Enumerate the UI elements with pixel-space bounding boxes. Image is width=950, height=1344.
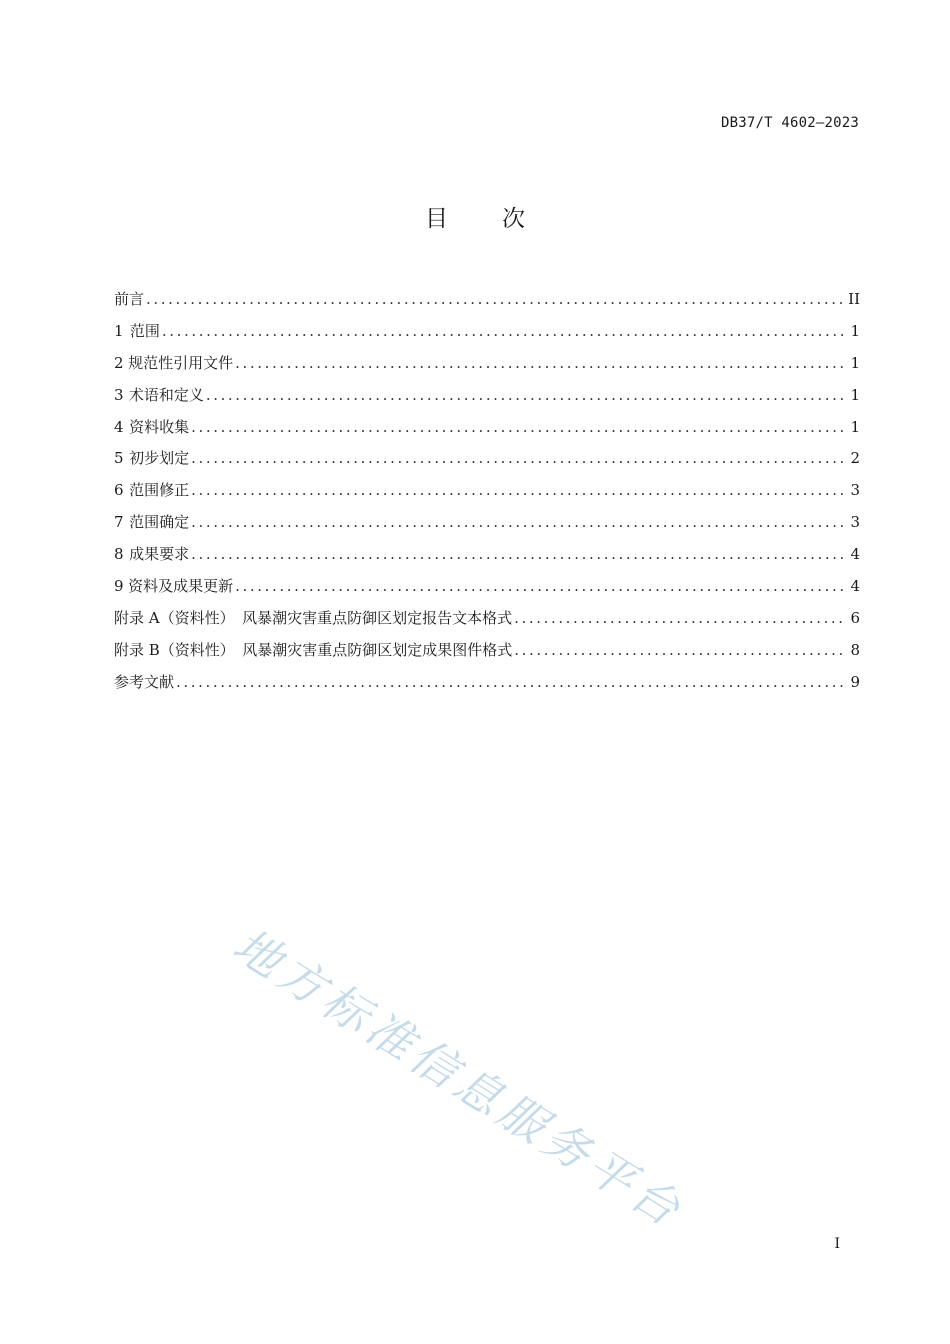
toc-entry-number: 2 [114, 353, 124, 372]
toc-entry-page: 4 [850, 577, 860, 596]
toc-entry-7[interactable] [114, 510, 860, 542]
title-char-2: 次 [502, 206, 525, 232]
toc-entry-page: 3 [850, 513, 860, 532]
toc-entry-page: 1 [850, 417, 860, 436]
toc-entry-page: 1 [850, 385, 860, 404]
toc-leader-dots [191, 446, 844, 470]
toc-entry-label[interactable]: 初步划定 [129, 449, 190, 468]
toc-entry-page: 3 [850, 481, 860, 500]
toc-entry-page: 1 [850, 353, 860, 372]
toc-entry-3[interactable] [114, 383, 860, 415]
toc-entry-page: 2 [850, 449, 860, 468]
toc-entry-page: 4 [850, 545, 860, 564]
toc-entry-number: 7 [114, 513, 124, 532]
toc-entry-number: 6 [114, 481, 124, 500]
page-title [0, 200, 950, 233]
toc-entry-page: 9 [850, 672, 860, 691]
page-number: I [834, 1236, 840, 1252]
toc-entry-1[interactable] [114, 319, 860, 351]
toc-leader-dots [191, 415, 844, 439]
document-code: DB37/T 4602—2023 [720, 115, 859, 131]
toc-entry-8[interactable] [114, 542, 860, 574]
toc-entry-number: 5 [114, 449, 124, 468]
toc-entry-label[interactable]: 参考文献 [114, 672, 175, 691]
toc-entry-appendix-a[interactable] [114, 606, 860, 638]
toc-leader-dots [191, 478, 844, 502]
toc-entry-label[interactable]: 资料及成果更新 [128, 577, 234, 596]
toc-entry-4[interactable] [114, 415, 860, 447]
toc-entry-page: 6 [850, 608, 860, 627]
toc-entry-number: 3 [114, 385, 124, 404]
toc-entry-foreword[interactable] [114, 287, 860, 319]
toc-leader-dots [176, 670, 844, 694]
toc-leader-dots [191, 510, 844, 534]
toc-entry-number: 9 [114, 577, 124, 596]
toc-entry-page: 8 [850, 640, 860, 659]
toc-entry-5[interactable] [114, 446, 860, 478]
toc-entry-label[interactable]: 资料收集 [129, 417, 190, 436]
toc-entry-9[interactable] [114, 574, 860, 606]
toc-leader-dots [514, 606, 844, 630]
toc-entry-number: 4 [114, 417, 124, 436]
toc-entry-label[interactable]: 附录 A（资料性） 风暴潮灾害重点防御区划定报告文本格式 [114, 608, 513, 627]
toc-entry-appendix-b[interactable] [114, 638, 860, 670]
toc-entry-2[interactable] [114, 351, 860, 383]
title-char-1: 目 [425, 206, 448, 232]
toc-leader-dots [514, 638, 844, 662]
toc-leader-dots [162, 319, 844, 343]
watermark: 地方标准信息服务平台 [224, 917, 694, 1239]
toc-leader-dots [235, 351, 844, 375]
toc-entry-label[interactable]: 范围修正 [129, 481, 190, 500]
toc-entry-6[interactable] [114, 478, 860, 510]
toc-entry-label[interactable]: 术语和定义 [128, 385, 204, 404]
toc-entry-label[interactable]: 范围确定 [129, 513, 190, 532]
toc-entry-number: 1 [114, 321, 124, 340]
toc-entry-page: 1 [850, 321, 860, 340]
toc-leader-dots [146, 287, 844, 311]
toc-leader-dots [191, 542, 844, 566]
toc-entry-number: 8 [114, 545, 124, 564]
toc-leader-dots [235, 574, 844, 598]
toc-entry-label[interactable]: 附录 B（资料性） 风暴潮灾害重点防御区划定成果图件格式 [114, 640, 513, 659]
toc-entry-label[interactable]: 前言 [114, 290, 145, 308]
table-of-contents [114, 287, 860, 702]
toc-entry-label[interactable]: 范围 [129, 321, 160, 340]
toc-entry-label[interactable]: 规范性引用文件 [128, 353, 234, 372]
toc-entry-page: II [848, 290, 860, 308]
toc-entry-label[interactable]: 成果要求 [129, 545, 190, 564]
toc-leader-dots [206, 383, 844, 407]
toc-entry-references[interactable] [114, 670, 860, 702]
